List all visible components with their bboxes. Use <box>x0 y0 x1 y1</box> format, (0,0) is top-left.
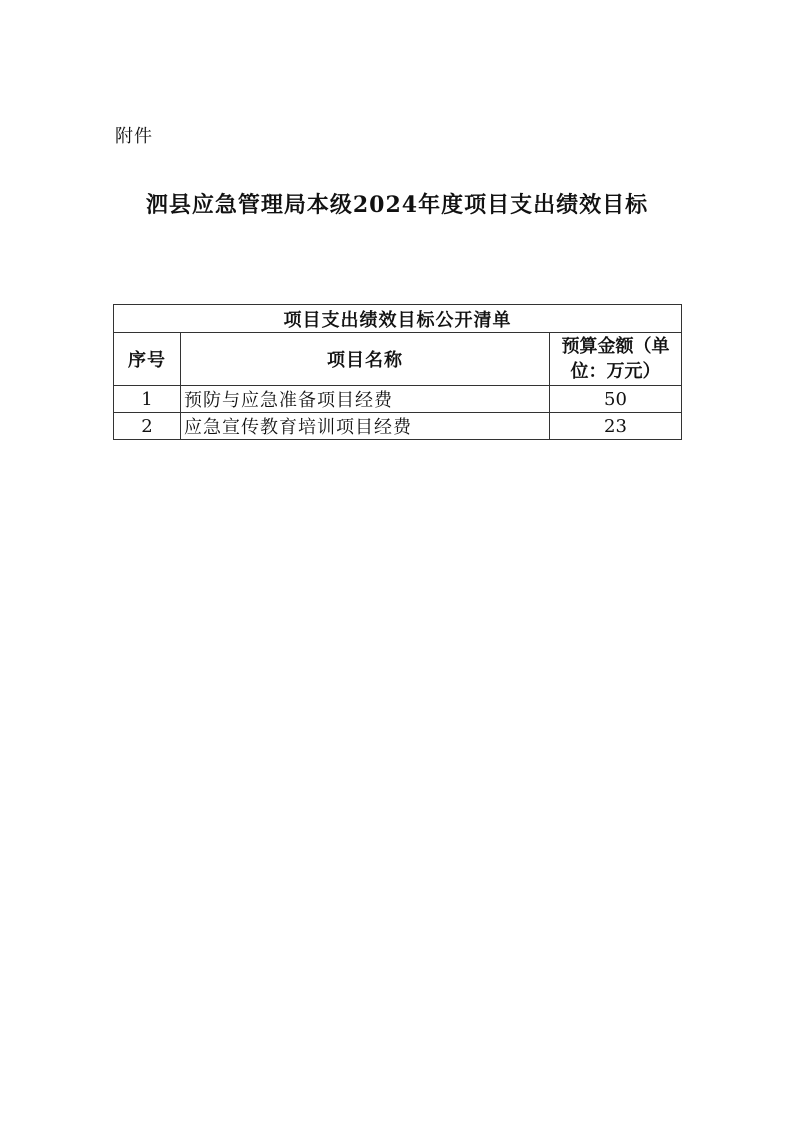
row-budget-amount: 50 <box>550 386 682 413</box>
document-title: 泗县应急管理局本级2024年度项目支出绩效目标 <box>145 192 649 218</box>
table-row <box>114 413 682 440</box>
header-project-name: 项目名称 <box>181 333 550 386</box>
performance-target-table <box>113 304 682 440</box>
row-budget-amount: 23 <box>550 413 682 440</box>
row-index: 2 <box>114 413 181 440</box>
table-title: 项目支出绩效目标公开清单 <box>114 305 682 333</box>
row-project-name: 应急宣传教育培训项目经费 <box>181 413 550 440</box>
table-row <box>114 386 682 413</box>
header-index: 序号 <box>114 333 181 386</box>
header-budget-amount: 预算金额（单位：万元） <box>550 333 682 386</box>
row-index: 1 <box>114 386 181 413</box>
attachment-label: 附件 <box>115 126 153 147</box>
row-project-name: 预防与应急准备项目经费 <box>181 386 550 413</box>
